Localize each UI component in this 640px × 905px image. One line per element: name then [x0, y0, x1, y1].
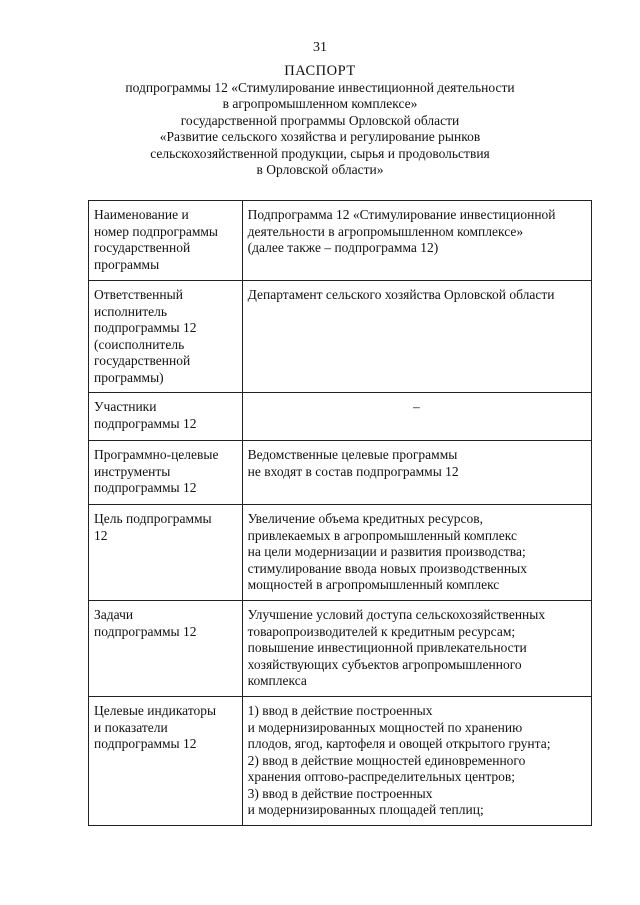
row-value-line: хранения оптово-распределительных центров;	[247, 769, 516, 784]
row-label-cell	[89, 441, 243, 505]
row-label-line: программы)	[94, 369, 164, 385]
row-label-line: (соисполнитель	[94, 336, 185, 352]
row-label-cell	[89, 601, 243, 697]
row-value-cell	[242, 441, 591, 505]
document-title: ПАСПОРТ	[284, 63, 356, 79]
row-value-line: и модернизированных мощностей по хранению	[247, 719, 523, 735]
row-value-line: привлекаемых в агропромышленный комплекс	[247, 527, 518, 543]
row-value-line: плодов, ягод, картофеля и овощей открытого грунта;	[247, 736, 551, 751]
row-label-line: государственной	[94, 353, 191, 368]
header-line: государственной программы Орловской области	[180, 112, 460, 128]
table-row	[89, 601, 592, 697]
table-row	[89, 441, 592, 505]
row-value-line: хозяйствующих субъектов агропромышленного	[247, 656, 522, 672]
row-label-line: государственной	[94, 240, 191, 255]
row-label-cell	[89, 393, 243, 441]
row-value-line: (далее также – подпрограмма 12)	[247, 240, 439, 255]
row-value-line: повышение инвестиционной привлекательности	[247, 640, 527, 655]
row-label-line: и показатели	[94, 719, 168, 735]
row-value-line: комплекса	[247, 673, 307, 688]
row-value-cell	[242, 505, 591, 601]
row-value-line: Департамент сельского хозяйства Орловской области	[247, 287, 555, 302]
row-label-line: 12	[94, 527, 108, 543]
table-row	[89, 393, 592, 441]
row-value-cell	[242, 697, 591, 826]
row-value-line: 2) ввод в действие мощностей единовременного	[247, 752, 526, 768]
header-line: подпрограммы 12 «Стимулирование инвестиционной деятельности	[125, 79, 515, 95]
header-line: в Орловской области»	[256, 162, 384, 177]
row-value-line: 1) ввод в действие построенных	[247, 703, 433, 718]
row-label-line: исполнитель	[94, 303, 167, 319]
row-label-line: подпрограммы 12	[94, 623, 197, 639]
row-label-line: номер подпрограммы	[94, 223, 218, 239]
row-value-line: мощностей в агропромышленный комплекс	[247, 577, 500, 592]
passport-table	[88, 200, 592, 826]
row-value-cell	[242, 601, 591, 697]
row-value-cell	[242, 281, 591, 393]
row-value-line: Подпрограмма 12 «Стимулирование инвестиционной	[247, 207, 556, 222]
row-label-line: инструменты	[94, 463, 171, 479]
row-value-line: товаропроизводителей к кредитным ресурсам;	[247, 623, 516, 639]
row-value-line: не входят в состав подпрограммы 12	[247, 463, 459, 479]
row-label-line: Задачи	[94, 607, 134, 622]
row-value-cell	[242, 393, 591, 441]
row-label-line: Участники	[94, 399, 157, 414]
row-label-line: подпрограммы 12	[94, 320, 197, 335]
row-value-line: Улучшение условий доступа сельскохозяйственных	[247, 607, 546, 622]
table-row	[89, 281, 592, 393]
row-label-line: подпрограммы 12	[94, 415, 197, 431]
row-label-line: Цель подпрограммы	[94, 511, 212, 526]
row-value-line: –	[412, 399, 420, 414]
row-label-cell	[89, 201, 243, 281]
row-label-cell	[89, 281, 243, 393]
row-label-line: подпрограммы 12	[94, 736, 197, 751]
table-row	[89, 201, 592, 281]
row-value-line: на цели модернизации и развития производства;	[247, 544, 526, 559]
row-label-line: Ответственный	[94, 287, 183, 302]
document-header	[0, 63, 640, 179]
header-line: в агропромышленном комплексе»	[222, 96, 418, 111]
passport-table-body	[89, 201, 592, 826]
row-label-line: программы	[94, 256, 160, 272]
page-number: 31	[313, 40, 327, 55]
row-label-line: подпрограммы 12	[94, 480, 197, 495]
row-value-line: Увеличение объема кредитных ресурсов,	[247, 511, 483, 526]
header-line: «Развитие сельского хозяйства и регулирование рынков	[159, 129, 481, 144]
row-label-line: Программно-целевые	[94, 447, 219, 462]
row-label-cell	[89, 697, 243, 826]
row-value-line: и модернизированных площадей теплиц;	[247, 802, 484, 817]
row-value-line: Ведомственные целевые программы	[247, 447, 458, 462]
header-line: сельскохозяйственной продукции, сырья и продовольствия	[150, 145, 490, 161]
table-row	[89, 697, 592, 826]
row-label-line: Наименование и	[94, 207, 189, 222]
row-value-line: 3) ввод в действие построенных	[247, 785, 433, 801]
row-value-line: деятельности в агропромышленном комплексе»	[247, 223, 524, 239]
row-label-cell	[89, 505, 243, 601]
row-label-line: Целевые индикаторы	[94, 703, 217, 718]
row-value-cell	[242, 201, 591, 281]
table-row	[89, 505, 592, 601]
row-value-line: стимулирование ввода новых производственных	[247, 560, 527, 576]
